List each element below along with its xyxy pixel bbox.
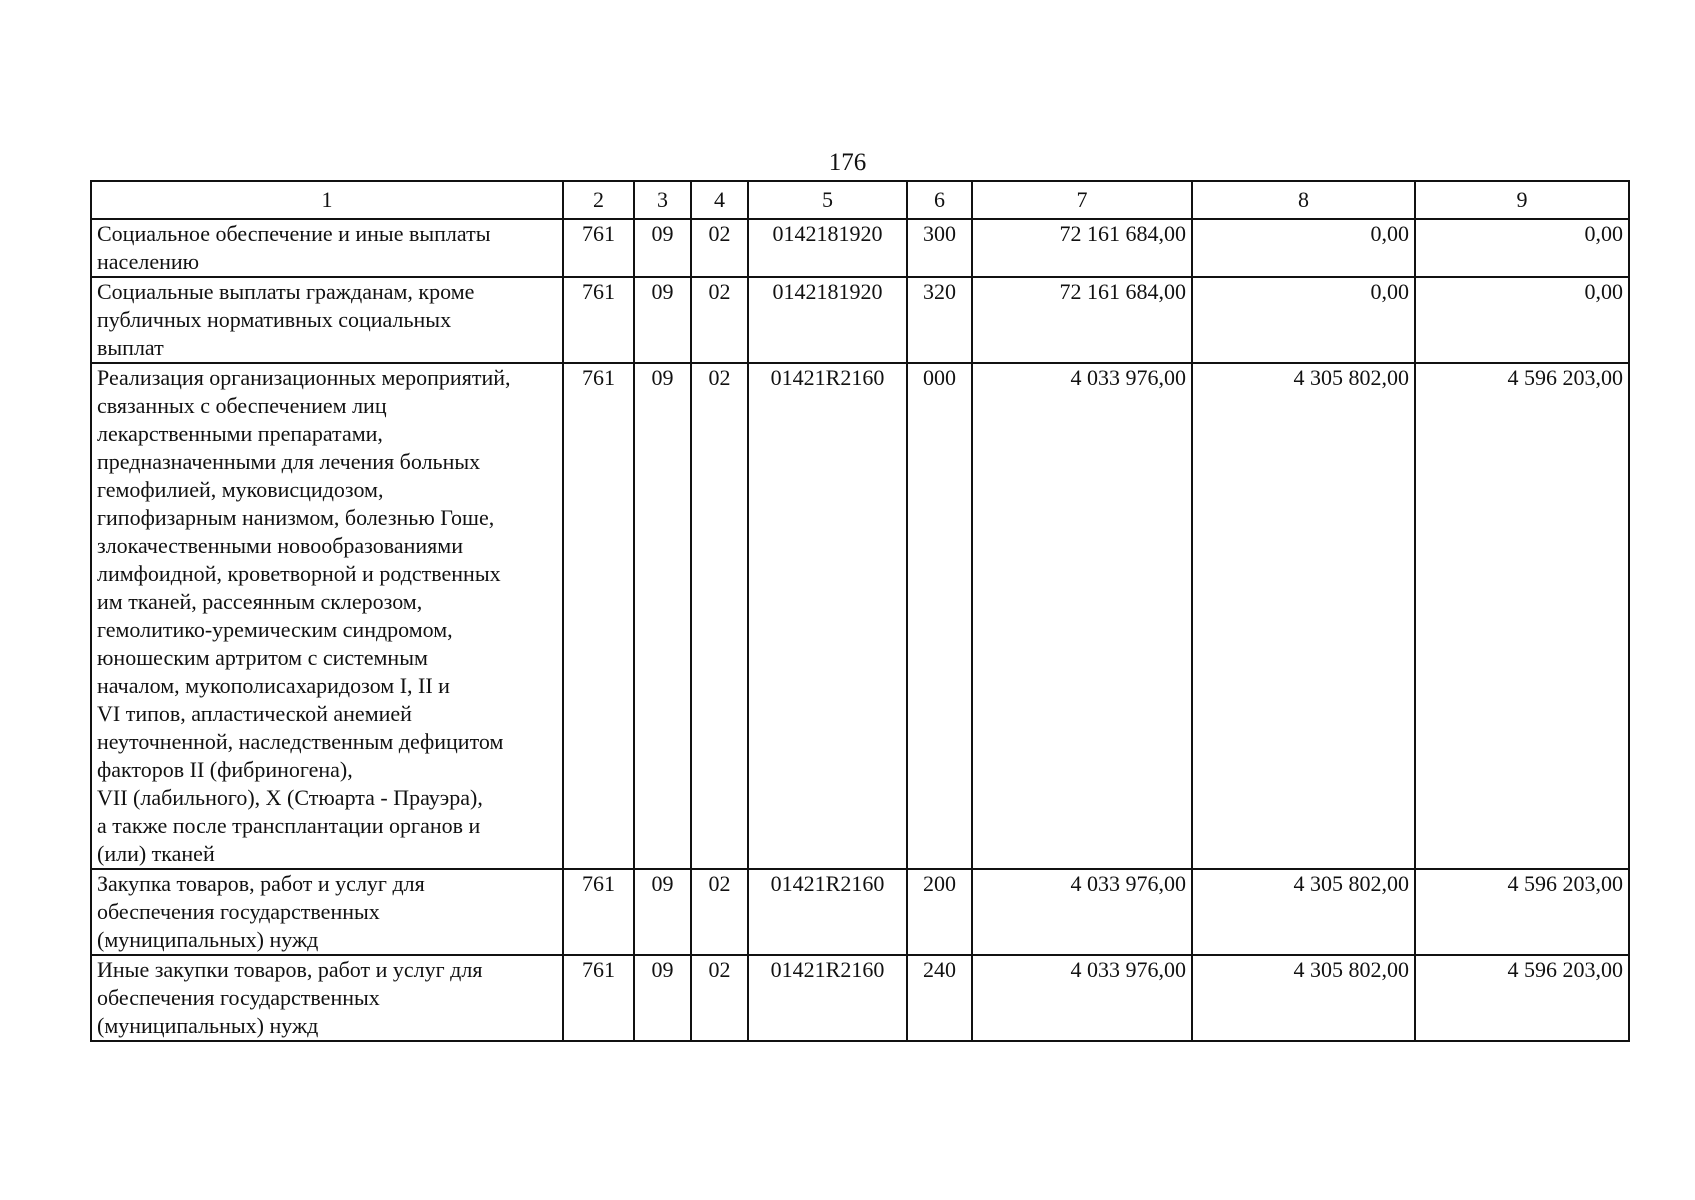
amount-year-3: 0,00 (1415, 219, 1629, 277)
amount-year-1: 72 161 684,00 (972, 277, 1192, 363)
table-header-row (91, 181, 1629, 219)
section-code: 09 (634, 363, 691, 869)
column-header: 5 (748, 181, 907, 219)
chapter-code: 761 (563, 219, 634, 277)
column-header: 7 (972, 181, 1192, 219)
description-line: лекарственными препаратами, (97, 421, 383, 446)
description-line: гемофилией, муковисцидозом, (97, 477, 384, 502)
page-number: 176 (828, 149, 867, 176)
row-description (91, 955, 563, 1041)
description-line: гемолитико-уремическим синдромом, (97, 617, 453, 642)
chapter-code: 761 (563, 277, 634, 363)
section-code: 09 (634, 277, 691, 363)
description-line: публичных нормативных социальных (97, 307, 452, 332)
description-line: неуточненной, наследственным дефицитом (97, 729, 504, 754)
subsection-code: 02 (691, 955, 748, 1041)
expense-type-code: 320 (907, 277, 972, 363)
amount-year-1: 4 033 976,00 (972, 869, 1192, 955)
subsection-code: 02 (691, 219, 748, 277)
table-row (91, 363, 1629, 869)
row-description (91, 277, 563, 363)
column-header: 3 (634, 181, 691, 219)
column-header: 9 (1415, 181, 1629, 219)
description-line: Иные закупки товаров, работ и услуг для (97, 957, 483, 982)
chapter-code: 761 (563, 363, 634, 869)
target-article-code: 01421R2160 (748, 363, 907, 869)
amount-year-1: 4 033 976,00 (972, 955, 1192, 1041)
section-code: 09 (634, 955, 691, 1041)
subsection-code: 02 (691, 277, 748, 363)
amount-year-2: 0,00 (1192, 277, 1415, 363)
description-line: Закупка товаров, работ и услуг для (97, 871, 425, 896)
column-header: 8 (1192, 181, 1415, 219)
amount-year-3: 4 596 203,00 (1415, 869, 1629, 955)
column-header: 4 (691, 181, 748, 219)
description-line: а также после трансплантации органов и (97, 813, 481, 838)
table-row (91, 869, 1629, 955)
target-article-code: 01421R2160 (748, 869, 907, 955)
description-line: факторов II (фибриногена), (97, 757, 353, 782)
column-header: 2 (563, 181, 634, 219)
column-header: 1 (91, 181, 563, 219)
description-line: населению (97, 249, 200, 274)
description-line: началом, мукополисахаридозом I, II и (97, 673, 450, 698)
description-line: обеспечения государственных (97, 985, 380, 1010)
expense-type-code: 240 (907, 955, 972, 1041)
amount-year-3: 4 596 203,00 (1415, 955, 1629, 1041)
row-description (91, 363, 563, 869)
expense-type-code: 300 (907, 219, 972, 277)
description-line: злокачественными новообразованиями (97, 533, 463, 558)
table-body (91, 219, 1629, 1041)
expense-type-code: 200 (907, 869, 972, 955)
row-description (91, 219, 563, 277)
description-line: Реализация организационных мероприятий, (97, 365, 511, 390)
description-line: (муниципальных) нужд (97, 1013, 319, 1038)
amount-year-3: 0,00 (1415, 277, 1629, 363)
amount-year-1: 4 033 976,00 (972, 363, 1192, 869)
subsection-code: 02 (691, 869, 748, 955)
section-code: 09 (634, 219, 691, 277)
budget-table (90, 180, 1630, 1042)
section-code: 09 (634, 869, 691, 955)
subsection-code: 02 (691, 363, 748, 869)
description-line: (или) тканей (97, 841, 215, 866)
description-line: юношеским артритом с системным (97, 645, 428, 670)
amount-year-2: 4 305 802,00 (1192, 955, 1415, 1041)
table-row (91, 955, 1629, 1041)
amount-year-3: 4 596 203,00 (1415, 363, 1629, 869)
amount-year-2: 4 305 802,00 (1192, 363, 1415, 869)
target-article-code: 0142181920 (748, 277, 907, 363)
description-line: VII (лабильного), X (Стюарта - Прауэра), (97, 785, 483, 810)
target-article-code: 0142181920 (748, 219, 907, 277)
description-line: предназначенными для лечения больных (97, 449, 481, 474)
description-line: им тканей, рассеянным склерозом, (97, 589, 423, 614)
amount-year-2: 0,00 (1192, 219, 1415, 277)
expense-type-code: 000 (907, 363, 972, 869)
amount-year-1: 72 161 684,00 (972, 219, 1192, 277)
description-line: гипофизарным нанизмом, болезнью Гоше, (97, 505, 495, 530)
table-row (91, 219, 1629, 277)
description-line: Социальные выплаты гражданам, кроме (97, 279, 475, 304)
target-article-code: 01421R2160 (748, 955, 907, 1041)
description-line: обеспечения государственных (97, 899, 380, 924)
description-line: VI типов, апластической анемией (97, 701, 412, 726)
description-line: связанных с обеспечением лиц (97, 393, 387, 418)
description-line: лимфоидной, кроветворной и родственных (97, 561, 501, 586)
chapter-code: 761 (563, 869, 634, 955)
table-row (91, 277, 1629, 363)
chapter-code: 761 (563, 955, 634, 1041)
description-line: выплат (97, 335, 164, 360)
description-line: (муниципальных) нужд (97, 927, 319, 952)
row-description (91, 869, 563, 955)
amount-year-2: 4 305 802,00 (1192, 869, 1415, 955)
column-header: 6 (907, 181, 972, 219)
description-line: Социальное обеспечение и иные выплаты (97, 221, 491, 246)
